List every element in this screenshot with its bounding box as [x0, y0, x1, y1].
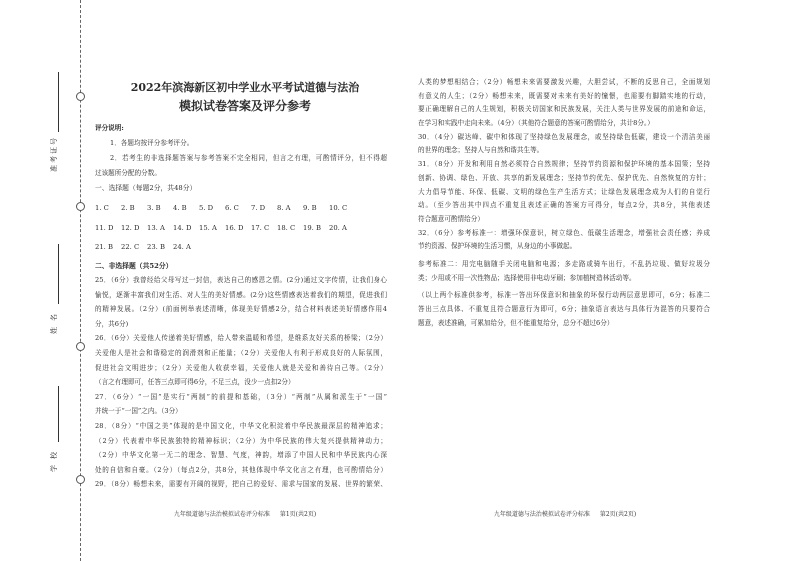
answer-item: 3. B	[147, 204, 161, 212]
q29-line: 要正确理解自己的人生规划，积极关切国家和民族发展，关注人类与世界发展的前途和命运，	[418, 105, 710, 114]
footer-page-number: 第1页(共2页)	[279, 511, 317, 518]
q28-line: （2分）中华文化第一无二的理念、智慧、气度，神韵，增添了中国人民和中华民族内心深	[95, 451, 387, 460]
q32-note-line: 答出三点具体、不重复且符合题意行为即可，6分；抽象语言表达与具体行为混答的只要符合	[418, 305, 710, 313]
footer-label: 九年级道德与法治模拟试卷评分标准	[493, 511, 590, 518]
answer-item: 23. B	[147, 243, 165, 251]
answer-item: 15. A	[199, 223, 217, 232]
school-blank-line	[51, 386, 59, 442]
q32-standard-2-line: 参考标准二：用完电脑随手关闭电脑和电源；多走路或骑车出行，不乱扔垃圾、做好垃圾分	[418, 259, 710, 268]
answer-row	[95, 219, 387, 239]
q29-line: 在学习和实践中走向未来。（4分）（其他符合题意的答案可酌情给分，共计8分。）	[418, 119, 654, 128]
answer-item: 14. D	[173, 223, 192, 232]
q30-line: 的世界的理念；坚持人与自然和谐共生等。	[418, 146, 544, 155]
answer-item: 8. A	[277, 204, 291, 212]
document-header	[95, 80, 395, 115]
answer-item: 20. A	[329, 223, 347, 232]
school-label: 学校	[50, 446, 58, 472]
q28-line: （2分）代表着中华民族独特的精神标识；（2分）为中华民族的伟大复兴提供精神动力；	[95, 436, 387, 445]
answer-item: 10. C	[329, 204, 348, 212]
answer-item: 6. C	[225, 204, 239, 212]
answer-item: 4. B	[173, 204, 187, 212]
answer-item: 24. A	[173, 243, 191, 251]
multiple-choice-heading: 一、选择题（每题2分，共48分）	[95, 184, 197, 192]
q31-line: 创新、协调、绿色、开放、共享的新发展理念；坚持节约优先、保护优先、自然恢复的方针；	[418, 173, 710, 182]
free-response-heading: 二、非选择题（共52分）	[95, 262, 173, 270]
q29-line: 29．（8分）畅想未来，需要有开阔的视野，把自己的爱好、需求与国家的发展、世界的繁荣、	[95, 480, 387, 489]
answer-item: 2. B	[121, 204, 135, 212]
scoring-note-item: 2．若考生的非选择题答案与参考答案不完全相同，但言之有理，可酌情评分，但不得超	[110, 154, 387, 162]
q26-line: （言之有理即可，任答三点即可得6分，不足三点，没少一点扣2分）	[95, 378, 295, 387]
answer-item: 9. B	[303, 204, 317, 212]
q31-line: 31．（8分）开发和利用自然必须符合自然规律；坚持节约资源和保护环境的基本国策；坚持	[418, 160, 710, 169]
answer-item: 16. D	[225, 223, 244, 232]
answer-item: 11. D	[95, 223, 114, 232]
scoring-notes-heading: 评分说明:	[95, 124, 124, 132]
scoring-note-item: 1．各题均按评分参考评分。	[110, 139, 194, 147]
answer-item: 22. C	[121, 243, 140, 251]
q31-line: 大力倡导节能、环保、低碳、文明的绿色生产生活方式；让绿色发展理念成为人们的自觉行	[418, 187, 710, 196]
q28-line: 处的自信和自豪。（2分）（每点2分，共8分，其他体现中华文化言之有理，也可酌情给分）	[95, 465, 387, 474]
q26-line: 26．（6分）关爱他人传递着美好情感，给人带来温暖和希望，是维系友好关系的桥梁；（2分）	[95, 334, 387, 343]
page-1-footer	[95, 510, 395, 520]
q32-line: 节约资源、保护环境的生活习惯，从身边的小事做起。	[418, 242, 577, 251]
answer-item: 5. D	[199, 204, 214, 212]
q29-line: 有意义的人生；（2分）畅想未来，既需要对未来有美好的憧憬，也需要有脚踏实地的行动，	[418, 91, 710, 100]
footer-page-number: 第2页(共2页)	[599, 511, 637, 518]
q30-line: 30．（4分）碳达峰、碳中和体现了坚持绿色发展理念，或坚持绿色低碳，建设一个清洁美丽	[418, 132, 710, 141]
q31-line: 动。（至少答出其中四点不重复且表述正确的答案方可得分，每点2分，共8分，其他表述	[418, 201, 710, 210]
page-title: 2022年滨海新区初中学业水平考试道德与法治	[130, 81, 360, 94]
binding-hole-icon	[76, 475, 85, 484]
q27-line: 27．（6分）“一国”是实行“两制”的前提和基础，（3分）“两制”从属和派生于“一国”	[95, 392, 387, 401]
answer-item: 21. B	[95, 243, 113, 251]
q32-note-line: 题意，表述准确，可累加给分，但不能重复给分，总分不超过6分）	[418, 318, 614, 327]
q29-line: 人类的梦想相结合；（2分）畅想未来需要激发兴趣，大胆尝试，不断的反思自己，全面规划	[418, 78, 710, 86]
q25-line: 分，共6分)	[95, 319, 129, 328]
binding-hole-icon	[76, 342, 85, 351]
answer-item: 19. B	[303, 223, 321, 232]
answer-item: 17. C	[251, 223, 270, 232]
exam-number-label: 准考证号	[50, 136, 58, 172]
page-subtitle: 模拟试卷答案及评分参考	[178, 99, 311, 113]
answer-item: 18. C	[277, 223, 296, 232]
answer-row	[95, 199, 387, 219]
page-2-footer	[415, 510, 715, 520]
answer-item: 7. D	[251, 204, 266, 212]
answer-item: 12. D	[121, 223, 140, 232]
free-response-left	[95, 273, 387, 492]
q26-line: 促进社会文明进步；（2分）关爱他人收获幸福，关爱他人就是关爱和善待自己等。（2分）	[95, 363, 387, 372]
q32-note-line: （以上两个标准供参考，标准一答出环保意识和抽象的环保行动两层意思即可，6分；标准二	[418, 291, 710, 300]
q25-line: 愉悦，逐渐丰富我们对生活、对人生的美好情感。(2分)这些情感表达着我们的期望，促进我们	[95, 290, 387, 299]
binding-hole-icon	[76, 202, 85, 211]
q27-line: 并统一于“一国”之内。（3分）	[95, 407, 182, 416]
q25-line: 25．（6分）我曾经给父母写过一封信，表达自己的感恩之情。(2分)通过文字传情，让我们身心	[95, 276, 387, 284]
q32-standard-2-line: 类；少用或不用一次性物品；选择使用非电动牙刷；参加植树造林活动等。	[418, 273, 636, 282]
answer-item: 1. C	[95, 204, 109, 212]
free-response-right	[418, 76, 710, 330]
answer-row	[95, 238, 387, 258]
exam-number-blank-line	[51, 72, 59, 132]
q28-line: 28．（8分）“中国之美”体现的是中国文化，中华文化积淀着中华民族最深层的精神追求；	[95, 421, 387, 430]
name-label: 姓名	[50, 308, 58, 334]
q25-line: 的精神发展。（2分）(前面例举表述清晰，体现美好情感2分，结合材料表述美好情感作用4	[95, 305, 387, 314]
name-field	[49, 244, 59, 334]
footer-label: 九年级道德与法治模拟试卷评分标准	[173, 511, 270, 518]
q26-line: 关爱他人是社会和谐稳定的润滑剂和正能量；（2分）关爱他人有利于形成良好的人际氛围，	[95, 348, 387, 357]
exam-number-field	[49, 72, 59, 172]
answer-item: 13. A	[147, 223, 165, 232]
scoring-note-item-continued: 过该题所分配的分数。	[95, 169, 161, 177]
multiple-choice-answers	[95, 199, 387, 258]
scoring-notes	[95, 121, 387, 181]
q32-line: 32．（6分）参考标准一：增强环保意识，树立绿色、低碳生活理念，增强社会责任感；养成	[418, 228, 710, 237]
name-blank-line	[51, 244, 59, 304]
q31-line: 符合题意可酌情给分）	[418, 214, 484, 223]
school-field	[49, 386, 59, 472]
binding-hole-icon	[76, 92, 85, 101]
